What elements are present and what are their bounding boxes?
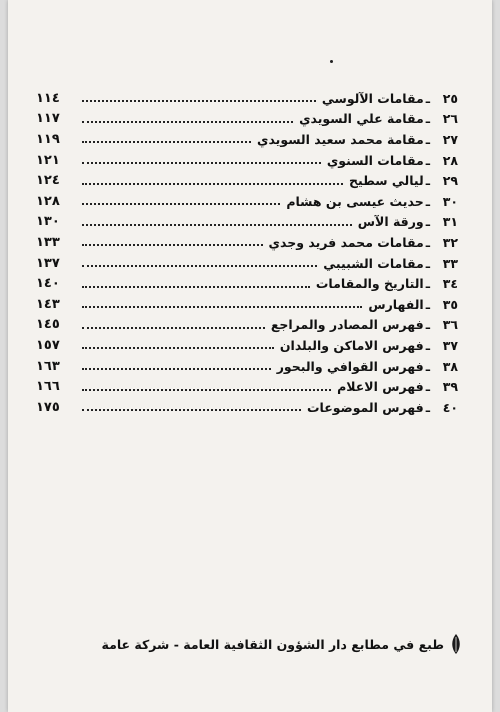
entry-page-number: ١٤٣: [36, 296, 60, 312]
entry-number: ٣٠: [442, 193, 458, 209]
entry-page-number: ١٣٣: [36, 234, 60, 250]
entry-number: ٢٧: [442, 131, 458, 147]
entry-dash: ـ: [425, 379, 430, 395]
entry-number: ٣٣: [442, 255, 458, 271]
dot-leader: [82, 224, 352, 226]
entry-number: ٢٨: [442, 152, 458, 168]
entry-title: حديث عيسى بن هشام: [286, 193, 424, 209]
dot-leader: [82, 306, 362, 308]
entry-number: ٢٥: [442, 90, 458, 106]
entry-page-number: ١١٧: [36, 111, 60, 127]
entry-number: ٣٦: [442, 317, 458, 333]
toc-entry: [36, 212, 458, 233]
entry-title: ورقة الآس: [357, 214, 424, 230]
entry-dash: ـ: [425, 296, 430, 312]
entry-number: ٣٧: [442, 337, 458, 353]
toc-entry: [36, 356, 458, 377]
entry-dash: ـ: [425, 399, 430, 415]
entry-number: ٣٢: [442, 234, 458, 250]
entry-title: فهرس الموضوعات: [307, 399, 424, 415]
entry-number: ٢٦: [442, 111, 458, 127]
toc-entry: [36, 191, 458, 212]
entry-dash: ـ: [425, 131, 430, 147]
entry-title: مقامة محمد سعيد السويدي: [256, 131, 424, 147]
entry-page-number: ١٦٦: [36, 379, 60, 395]
toc-entry: [36, 273, 458, 294]
entry-dash: ـ: [425, 193, 430, 209]
dot-leader: [82, 347, 274, 349]
entry-title: مقامات الآلوسي: [321, 90, 424, 106]
entry-dash: ـ: [425, 276, 430, 292]
entry-page-number: ١١٩: [36, 131, 60, 147]
entry-title: فهرس المصادر والمراجع: [270, 317, 424, 333]
dot-leader: [82, 203, 280, 205]
dot-leader: [82, 286, 310, 288]
ink-dot: [330, 60, 333, 63]
dot-leader: [82, 327, 265, 329]
printer-imprint: [52, 633, 462, 655]
toc-entry: [36, 170, 458, 191]
entry-page-number: ١٤٠: [36, 276, 60, 292]
entry-dash: ـ: [425, 90, 430, 106]
toc-entry: [36, 150, 458, 171]
entry-dash: ـ: [425, 214, 430, 230]
entry-title: مقامات الشبيبي: [323, 255, 424, 271]
entry-title: فهرس الاعلام: [337, 379, 424, 395]
toc-entry: [36, 109, 458, 130]
entry-page-number: ١١٤: [36, 90, 60, 106]
entry-page-number: ١٦٣: [36, 358, 60, 374]
toc-entry: [36, 88, 458, 109]
dot-leader: [82, 141, 251, 143]
entry-dash: ـ: [425, 358, 430, 374]
dot-leader: [82, 265, 317, 267]
dot-leader: [82, 409, 301, 411]
entry-dash: ـ: [425, 317, 430, 333]
toc-entry: [36, 232, 458, 253]
toc-entry: [36, 335, 458, 356]
entry-number: ٣٥: [442, 296, 458, 312]
dot-leader: [82, 244, 263, 246]
entry-page-number: ١٣٧: [36, 255, 60, 271]
entry-number: ٤٠: [442, 399, 458, 415]
dot-leader: [82, 121, 293, 123]
entry-title: الفهارس: [368, 296, 424, 312]
entry-title: فهرس القوافي والبحور: [276, 358, 424, 374]
entry-number: ٣٨: [442, 358, 458, 374]
entry-dash: ـ: [425, 255, 430, 271]
toc-entry: [36, 294, 458, 315]
dot-leader: [82, 100, 316, 102]
entry-page-number: ١٢١: [36, 152, 60, 168]
entry-number: ٣٤: [442, 276, 458, 292]
entry-page-number: ١٤٥: [36, 317, 60, 333]
entry-dash: ـ: [425, 111, 430, 127]
entry-dash: ـ: [425, 173, 430, 189]
entry-dash: ـ: [425, 337, 430, 353]
imprint-text: طبع في مطابع دار الشؤون الثقافية العامة - شركة عامة: [101, 636, 444, 652]
table-of-contents: [36, 88, 458, 418]
leaf-icon: [450, 633, 462, 655]
dot-leader: [82, 368, 271, 370]
entry-title: مقامات السنوي: [326, 152, 424, 168]
entry-dash: ـ: [425, 152, 430, 168]
entry-title: فهرس الاماكن والبلدان: [279, 337, 424, 353]
entry-title: التاريخ والمقامات: [315, 276, 424, 292]
dot-leader: [82, 389, 331, 391]
dot-leader: [82, 183, 343, 185]
entry-number: ٢٩: [442, 173, 458, 189]
entry-number: ٣٩: [442, 379, 458, 395]
toc-entry: [36, 315, 458, 336]
entry-page-number: ١٢٨: [36, 193, 60, 209]
entry-title: مقامات محمد فريد وجدي: [268, 234, 424, 250]
entry-page-number: ١٥٧: [36, 337, 60, 353]
toc-entry: [36, 397, 458, 418]
entry-page-number: ١٣٠: [36, 214, 60, 230]
entry-title: مقامة علي السويدي: [299, 111, 424, 127]
book-page: [8, 0, 492, 712]
toc-entry: [36, 376, 458, 397]
entry-dash: ـ: [425, 234, 430, 250]
toc-entry: [36, 253, 458, 274]
dot-leader: [82, 162, 321, 164]
entry-page-number: ١٧٥: [36, 399, 60, 415]
entry-title: ليالي سطيح: [348, 173, 424, 189]
toc-entry: [36, 129, 458, 150]
entry-page-number: ١٢٤: [36, 173, 60, 189]
entry-number: ٣١: [442, 214, 458, 230]
